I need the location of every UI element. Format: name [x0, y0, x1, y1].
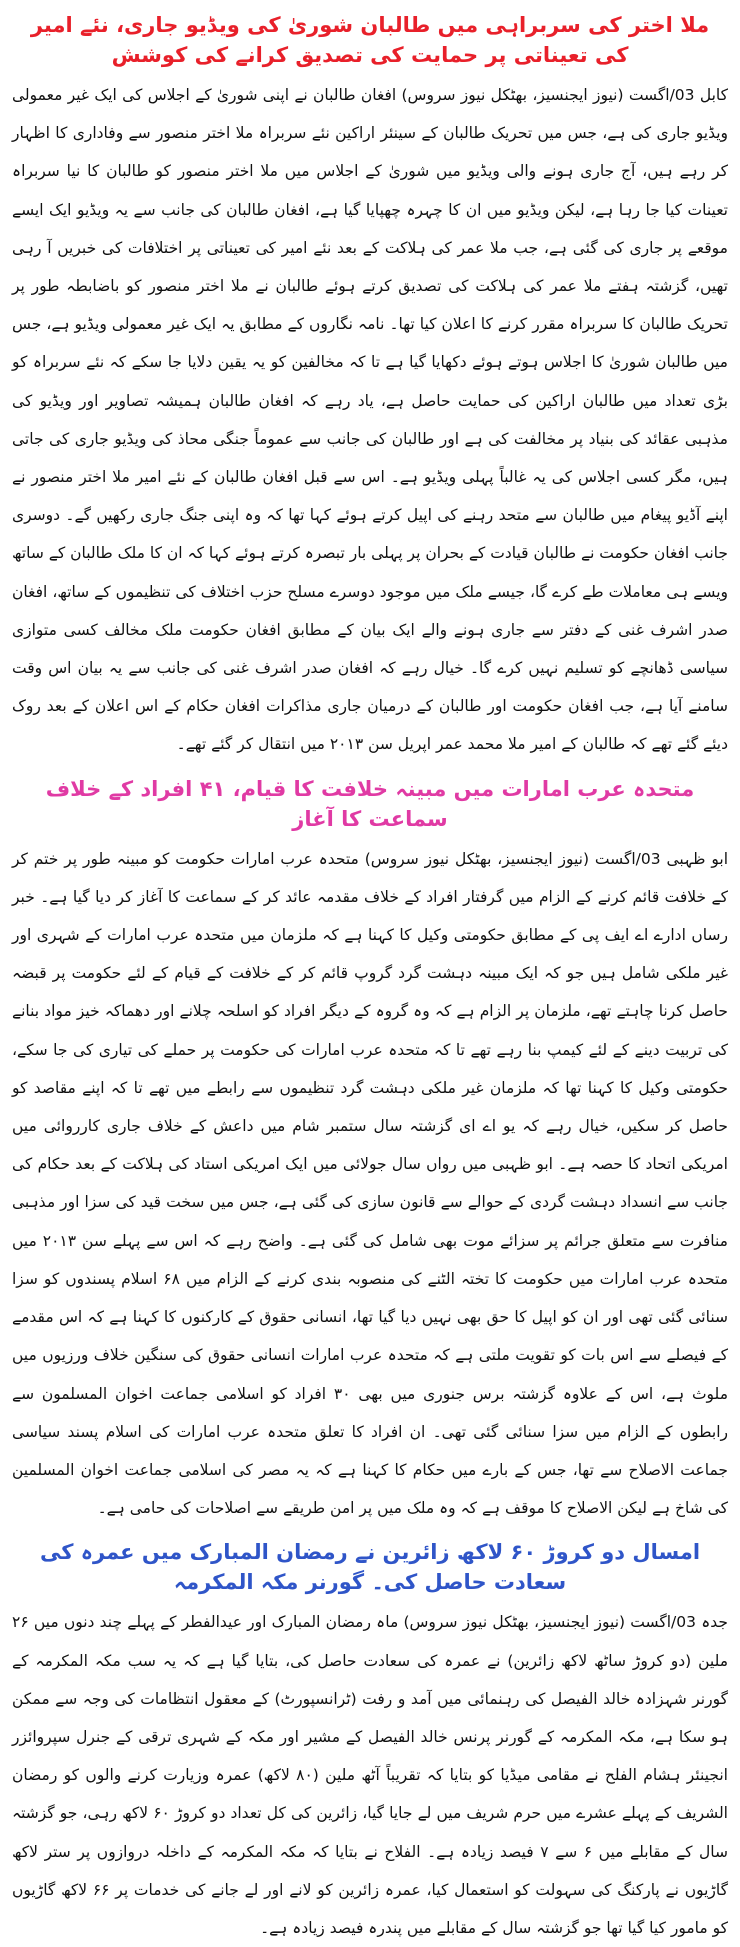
article-uae-caliphate-trial — [12, 764, 728, 1528]
article-headline: متحدہ عرب امارات میں مبینہ خلافت کا قیام، ۴۱ افراد کے خلاف سماعت کا آغاز — [45, 776, 695, 831]
article-ramadan-umrah-pilgrims — [12, 1527, 728, 1947]
article-headline: ملا اختر کی سربراہی میں طالبان شوریٰ کی ویڈیو جاری، نئے امیر کی تعیناتی پر حمایت کی تصدیق کرانے کی کوشش — [30, 13, 710, 67]
article-taliban-shura-video — [12, 6, 728, 764]
article-headline: امسال دو کروڑ ۶۰ لاکھ زائرین نے رمضان المبارک میں عمرہ کی سعادت حاصل کی۔ گورنر مکہ المکرمہ — [39, 1540, 701, 1595]
article-body: کابل 03/اگست (نیوز ایجنسیز، بھٹکل نیوز سروس) افغان طالبان نے اپنی شوریٰ کے اجلاس کی ایک غیر معمولی ویڈیو جاری کی ہے، جس میں تحریک طالبان کے سینئر اراکین نئے سربراہ ملا اختر منصور سے وفاداری کا اظہار کر رہے ہیں، آج جاری ہونے والی ویڈیو میں شوریٰ کے اجلاس میں ملا اختر منصور کو طالبان کا نیا سربراہ تعینات کیا جا رہا ہے، لیکن ویڈیو میں ان کا چہرہ چھپایا گیا ہے، افغان طالبان کی جانب سے یہ ویڈیو ایک ایسے موقعے پر جاری کی گئی ہے، جب ملا عمر کی ہلاکت کے بعد نئے امیر کی تعیناتی پر اختلافات کی خبریں آ رہی تھیں، گزشتہ ہفتے ملا عمر کی ہلاکت کی تصدیق کرتے ہوئے طالبان نے ملا اختر منصور کو باضابطہ طور پر تحریک طالبان کا سربراہ مقرر کرنے کا اعلان کیا تھا۔ نامہ نگاروں کے مطابق یہ ایک غیر معمولی ویڈیو ہے، جس میں طالبان شوریٰ کا اجلاس ہوتے ہوئے دکھایا گیا ہے تا کہ مخالفین کو یہ یقین دلایا جا سکے کہ نئے سربراہ کو بڑی تعداد میں طالبان اراکین کی حمایت حاصل ہے، یاد رہے کہ افغان طالبان ہمیشہ تصاویر اور ویڈیو کی مذہبی عقائد کی بنیاد پر مخالفت کی ہے اور طالبان کی جانب سے عموماً جنگی محاذ کی ویڈیو جاری کی جاتی ہیں، مگر کسی اجلاس کی یہ غالباً پہلی ویڈیو ہے۔ اس سے قبل افغان طالبان کے نئے امیر ملا اختر منصور نے اپنے آڈیو پیغام میں طالبان سے متحد رہنے کی اپیل کرتے ہوئے کہا تھا کہ وہ اپنی جنگ جاری رکھیں گے۔ دوسری جانب افغان حکومت نے طالبان قیادت کے بحران پر پہلی بار تبصرہ کرتے ہوئے کہا کہ ان کا ملک طالبان کے ساتھ ویسے ہی معاملات طے کرے گا، جیسے ملک میں موجود دوسرے مسلح حزب اختلاف کی تنظیموں کے ساتھ، افغان صدر اشرف غنی کے دفتر سے جاری ہونے والے ایک بیان کے مطابق افغان حکومت ملک مخالف کسی متوازی سیاسی ڈھانچے کو تسلیم نہیں کرے گا۔ خیال رہے کہ افغان صدر اشرف غنی کی جانب سے یہ بیان اس وقت سامنے آیا ہے، جب افغان حکومت اور طالبان کے درمیان جاری مذاکرات افغان حکام کے اس اعلان کے بعد روک دیئے گئے تھے کہ طالبان کے امیر ملا محمد عمر اپریل سن ۲۰۱۳ میں انتقال کر گئے تھے۔ — [12, 86, 728, 754]
article-body: ابو ظہبی 03/اگست (نیوز ایجنسیز، بھٹکل نیوز سروس) متحدہ عرب امارات حکومت کو مبینہ طور پر ختم کر کے خلافت قائم کرنے کے الزام میں گرفتار افراد کے خلاف مقدمہ عائد کر کے سماعت کا آغاز کر دیا گیا ہے۔ خبر رساں ادارے اے ایف پی کے مطابق حکومتی وکیل کا کہنا ہے کہ ملزمان میں متحدہ عرب امارات کے شہری اور غیر ملکی شامل ہیں جو کہ ایک مبینہ دہشت گرد گروپ قائم کر کے خلافت کے قیام کے لئے حکومت پر قبضہ حاصل کرنا چاہتے تھے، ملزمان پر الزام ہے کہ وہ گروہ کے دیگر افراد کو اسلحہ چلانے اور دھماکہ خیز مواد بنانے کی تربیت دینے کے لئے کیمپ بنا رہے تھے تا کہ متحدہ عرب امارات کی حکومت پر حملے کی تیاری کی جا سکے، حکومتی وکیل کا کہنا تھا کہ ملزمان غیر ملکی دہشت گرد تنظیموں سے رابطے میں تھے تا کہ اپنے مقاصد کو حاصل کر سکیں، خیال رہے کہ یو اے ای گزشتہ سال ستمبر شام میں داعش کے خلاف جاری کارروائی میں امریکی اتحاد کا حصہ ہے۔ ابو ظہبی میں رواں سال جولائی میں ایک امریکی استاد کی ہلاکت کے بعد حکام کی جانب سے انسداد دہشت گردی کے حوالے سے قانون سازی کی گئی ہے، جس میں سخت قید کی سزا اور مذہبی منافرت سے متعلق جرائم پر سزائے موت بھی شامل کی گئی ہے۔ واضح رہے کہ اس سے پہلے سن ۲۰۱۳ میں متحدہ عرب امارات میں حکومت کا تختہ الٹنے کی منصوبہ بندی کرنے کے الزام میں ۶۸ اسلام پسندوں کو سزا سنائی گئی تھی اور ان کو اپیل کا حق بھی نہیں دیا گیا تھا، انسانی حقوق کے کارکنوں کا کہنا ہے کہ اس مقدمے کے فیصلے سے اس بات کو تقویت ملتی ہے کہ متحدہ عرب امارات انسانی حقوق کی سنگین خلاف ورزیوں میں ملوث ہے، اس کے علاوہ گزشتہ برس جنوری میں بھی ۳۰ افراد کو اسلامی جماعت اخوان المسلمون سے رابطوں کے الزام میں سزا سنائی گئی تھی۔ ان افراد کا تعلق متحدہ عرب امارات کی اسلام پسند سیاسی جماعت الاصلاح سے تھا، جس کے بارے میں حکام کا کہنا ہے کہ یہ مصر کی اسلامی جماعت اخوان المسلمین کی شاخ ہے لیکن الاصلاح کا موقف ہے کہ وہ ملک میں پر امن طریقے سے اصلاحات کی حامی ہے۔ — [12, 849, 729, 1518]
article-body: جدہ 03/اگست (نیوز ایجنسیز، بھٹکل نیوز سروس) ماہ رمضان المبارک اور عیدالفطر کے پہلے چند دنوں میں ۲۶ ملین (دو کروڑ ساٹھ لاکھ زائرین) نے عمرہ کی سعادت حاصل کی، بتایا گیا ہے کہ یہ سب مکہ المکرمہ کے گورنر شہزادہ خالد الفیصل کی رہنمائی میں آمد و رفت (ٹرانسپورٹ) کے معقول انتظامات کی وجہ سے ممکن ہو سکا ہے، مکہ المکرمہ کے گورنر پرنس خالد الفیصل کے مشیر اور مکہ کے شہری ترقی کے جنرل سپروائزر انجینئر ہشام الفلح نے مقامی میڈیا کو بتایا کہ تقریباً آٹھ ملین (۸۰ لاکھ) عمرہ وزیارت کرنے والوں کو رمضان الشریف کے پہلے عشرے میں حرم شریف میں لے جایا گیا، زائرین کی کل تعداد دو کروڑ ۶۰ لاکھ رہی، جو گزشتہ سال کے مقابلے میں ۶ سے ۷ فیصد زیادہ ہے۔ الفلاح نے بتایا کہ مکہ المکرمہ کے داخلہ دروازوں پر ستر لاکھ گاڑیوں نے پارکنگ کی سہولت کو استعمال کیا، عمرہ زائرین کو لانے اور لے جانے کی خدمات پر ۶۶ لاکھ گاڑیوں کو مامور کیا گیا تھا جو گزشتہ سال کے مقابلے میں پندرہ فیصد زیادہ ہے۔ — [12, 1613, 728, 1937]
